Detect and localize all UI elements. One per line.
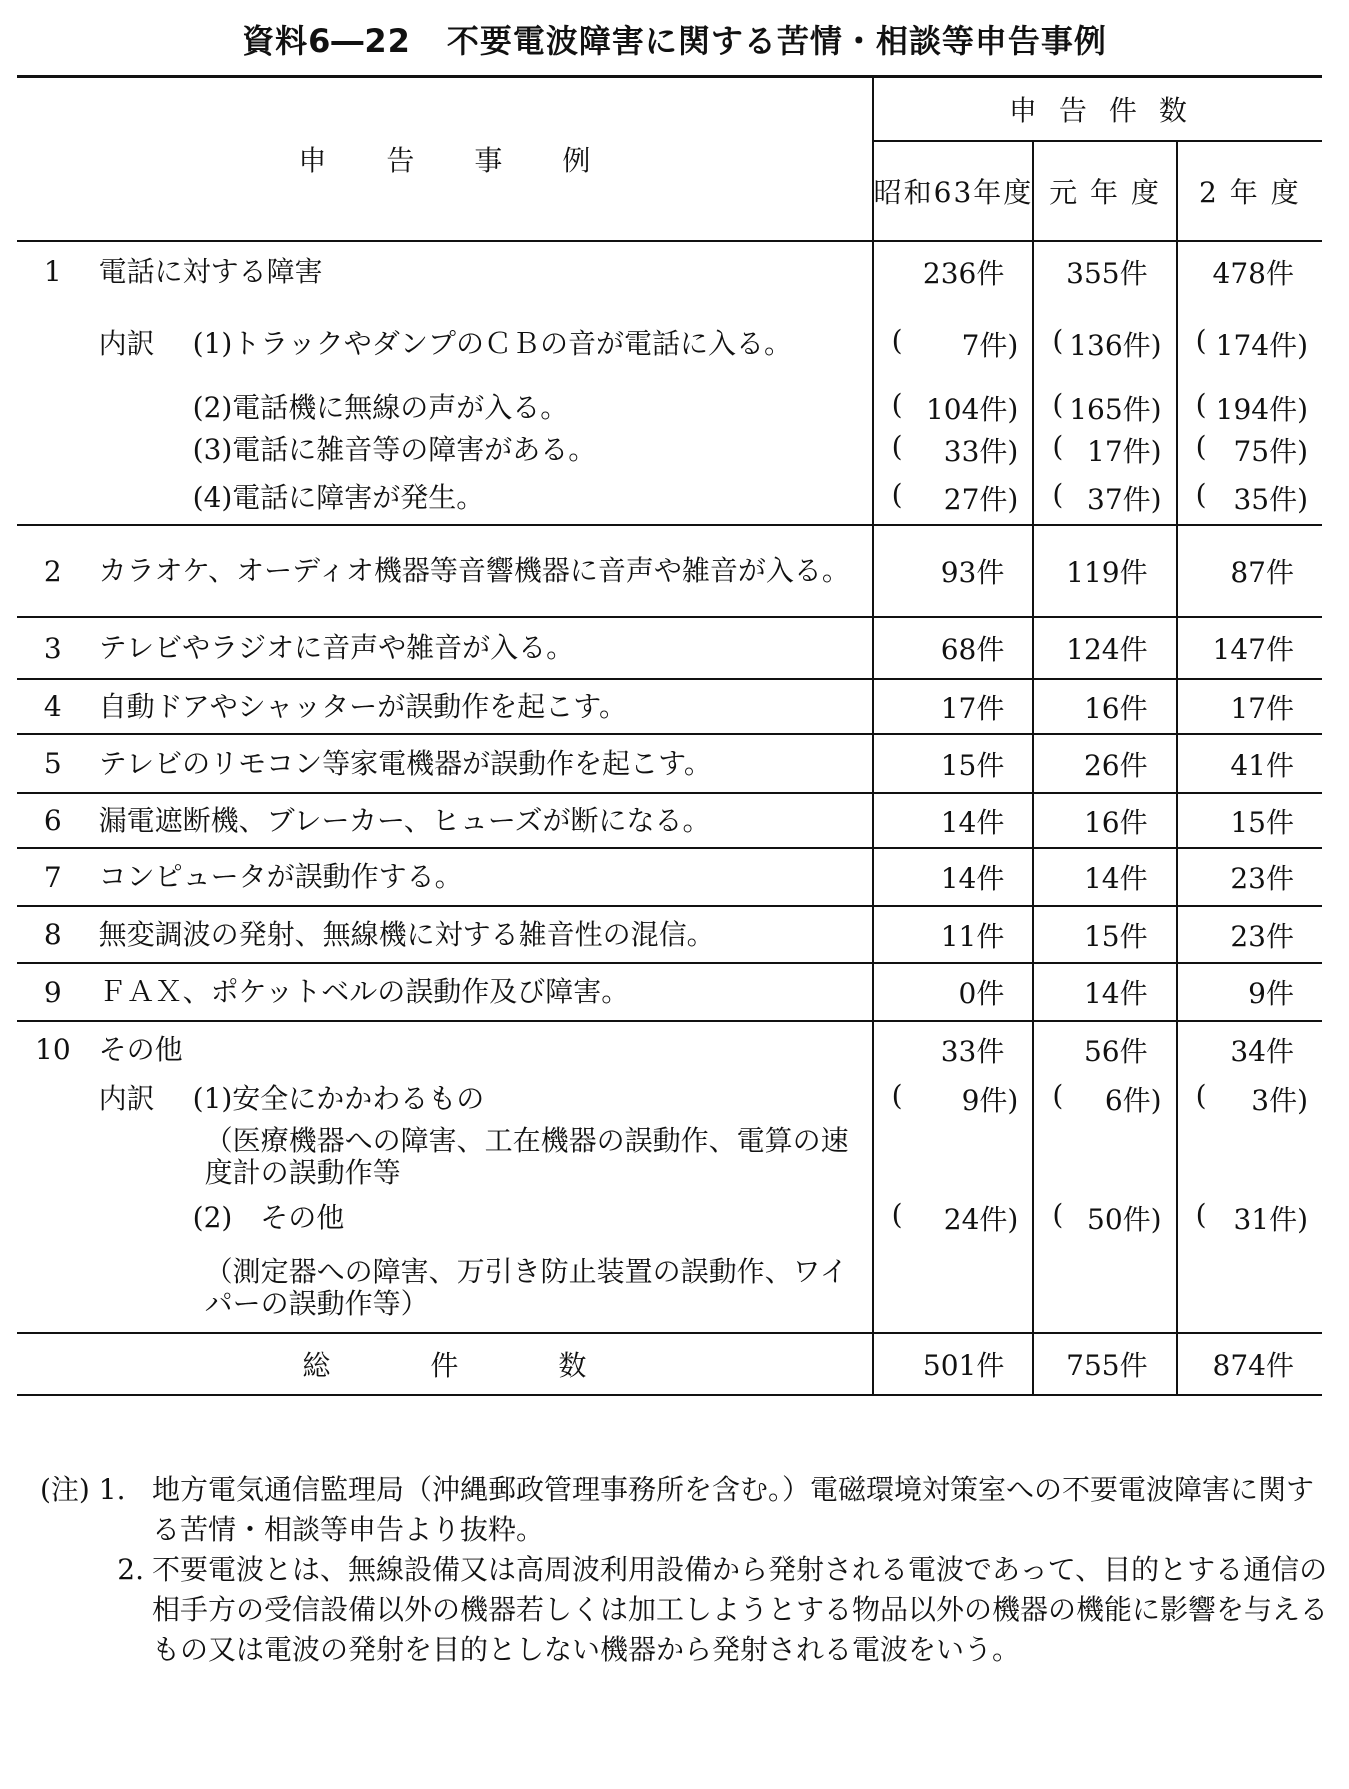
value-gannen: 14件: [1033, 963, 1176, 1021]
sub-value-s63: ( 7件): [873, 301, 1034, 387]
row-number: 10: [35, 1033, 71, 1066]
sub-value-2: ( 35件): [1177, 471, 1322, 525]
sub-value-s63: ( 9件): [873, 1077, 1034, 1121]
footnote-2: [40, 1550, 1330, 1670]
footnote-1: [40, 1470, 1330, 1550]
value-2: 34件: [1230, 1034, 1294, 1068]
row-label: 自動ドアやシャッターが誤動作を起こす。: [89, 679, 873, 734]
value-gannen: 16件: [1033, 793, 1176, 848]
value-2: 15件: [1177, 793, 1322, 848]
sub-value-s63: ( 104件): [873, 387, 1034, 429]
total-2: 874件: [1177, 1333, 1322, 1395]
row-number: 5: [17, 734, 89, 793]
title-text: 不要電波障害に関する苦情・相談等申告事例: [446, 22, 1107, 60]
value-s63: 236件: [873, 241, 1034, 301]
sub-value-2: ( 31件): [1195, 1198, 1308, 1236]
breakdown-item: (3)電話に雑音等の障害がある。: [192, 433, 597, 466]
row-number: 6: [17, 793, 89, 848]
sub-value-2: ( 174件): [1195, 324, 1308, 362]
sub-value-2: ( 75件): [1195, 430, 1308, 468]
value-2: 87件: [1177, 525, 1322, 617]
value-s63: 14件: [873, 848, 1034, 906]
value-gannen: 26件: [1033, 734, 1176, 793]
breakdown-item: (2) その他: [192, 1201, 345, 1234]
complaint-table: [17, 75, 1322, 1396]
row-number: 1: [43, 255, 62, 288]
value-gannen: 355件: [1033, 241, 1176, 301]
value-s63: 11件: [873, 906, 1034, 963]
sub-value-s63: ( 27件): [873, 471, 1034, 525]
row-number: 9: [17, 963, 89, 1021]
row-label: 漏電遮断機、ブレーカー、ヒューズが断になる。: [89, 793, 873, 848]
value-2: 147件: [1177, 617, 1322, 679]
value-gannen: 119件: [1033, 525, 1176, 617]
value-gannen: 16件: [1033, 679, 1176, 734]
sub-value-2: ( 3件): [1195, 1079, 1308, 1117]
row-label: その他: [89, 1021, 873, 1077]
footnote-prefix: 2.: [117, 1553, 144, 1586]
value-s63: 17件: [873, 679, 1034, 734]
value-gannen: 15件: [1033, 906, 1176, 963]
total-gannen: 755件: [1033, 1333, 1176, 1395]
total-label: 総件数: [17, 1333, 873, 1395]
breakdown-item: (2)電話機に無線の声が入る。: [192, 391, 569, 424]
row-label: 無変調波の発射、無線機に対する雑音性の混信。: [89, 906, 873, 963]
row-label: 電話に対する障害: [89, 241, 873, 301]
value-gannen: 124件: [1033, 617, 1176, 679]
sub-value-gannen: ( 6件): [1033, 1077, 1176, 1121]
value-s63: 68件: [873, 617, 1034, 679]
year-header-gannen: 元 年 度: [1033, 141, 1176, 241]
row-number: 3: [17, 617, 89, 679]
value-gannen: 56件: [1033, 1021, 1176, 1077]
row-number: 2: [17, 525, 89, 617]
sub-value-gannen: ( 50件): [1033, 1193, 1176, 1243]
value-s63: 33件: [873, 1021, 1034, 1077]
sub-value-gannen: ( 136件): [1033, 301, 1176, 387]
row-number: 7: [17, 848, 89, 906]
breakdown-note: （医療機器への障害、工在機器の誤動作、電算の速度計の誤動作等: [89, 1121, 873, 1193]
value-s63: 0件: [873, 963, 1034, 1021]
breakdown-note: （測定器への障害、万引き防止装置の誤動作、ワイパーの誤動作等）: [89, 1243, 873, 1333]
value-2: 23件: [1177, 906, 1322, 963]
sub-value-gannen: ( 17件): [1033, 429, 1176, 471]
sub-value-s63: ( 24件): [873, 1193, 1034, 1243]
title-code: 資料6―22: [242, 22, 411, 60]
value-2: 478件: [1212, 256, 1294, 290]
value-s63: 93件: [873, 525, 1034, 617]
breakdown-item: 内訳 (1)安全にかかわるもの: [98, 1082, 485, 1115]
breakdown-label: 内訳: [98, 1082, 155, 1115]
row-label: テレビのリモコン等家電機器が誤動作を起こす。: [89, 734, 873, 793]
value-gannen: 14件: [1033, 848, 1176, 906]
row-label: コンピュータが誤動作する。: [89, 848, 873, 906]
footnotes: [40, 1470, 1330, 1670]
value-2: 17件: [1177, 679, 1322, 734]
year-header-s63: 昭和63年度: [873, 141, 1034, 241]
sub-value-gannen: ( 37件): [1033, 471, 1176, 525]
sub-value-gannen: ( 165件): [1033, 387, 1176, 429]
breakdown-item: 内訳 (1)トラックやダンプのＣＢの音が電話に入る。: [98, 327, 793, 360]
value-2: 41件: [1177, 734, 1322, 793]
row-label: ＦＡＸ、ポケットベルの誤動作及び障害。: [89, 963, 873, 1021]
breakdown-item: (4)電話に障害が発生。: [192, 480, 485, 514]
year-header-2: 2 年 度: [1177, 141, 1322, 241]
footnote-text: 不要電波とは、無線設備又は高周波利用設備から発射される電波であって、目的とする通信の相手方の受信設備以外の機器若しくは加工しようとする物品以外の機器の機能に影響を与えるもの又は電波の発射を目的としない機器から発射される電波をいう。: [152, 1553, 1329, 1666]
sub-value-s63: ( 33件): [873, 429, 1034, 471]
sub-value-2: ( 194件): [1195, 388, 1308, 426]
case-column-header: 申告事例: [17, 77, 873, 242]
footnote-text: 地方電気通信監理局（沖縄郵政管理事務所を含む。）電磁環境対策室への不要電波障害に関する苦情・相談等申告より抜粋。: [152, 1473, 1315, 1546]
row-number: 8: [17, 906, 89, 963]
row-label: カラオケ、オーディオ機器等音響機器に音声や雑音が入る。: [89, 525, 873, 617]
row-number: 4: [17, 679, 89, 734]
breakdown-label: 内訳: [98, 327, 155, 360]
value-s63: 14件: [873, 793, 1034, 848]
count-column-header: 申告件数: [873, 77, 1322, 142]
value-2: 23件: [1177, 848, 1322, 906]
total-s63: 501件: [873, 1333, 1034, 1395]
footnote-prefix: (注) 1.: [40, 1473, 126, 1506]
value-s63: 15件: [873, 734, 1034, 793]
document-title: [0, 16, 1349, 62]
row-label: テレビやラジオに音声や雑音が入る。: [89, 617, 873, 679]
value-2: 9件: [1177, 963, 1322, 1021]
